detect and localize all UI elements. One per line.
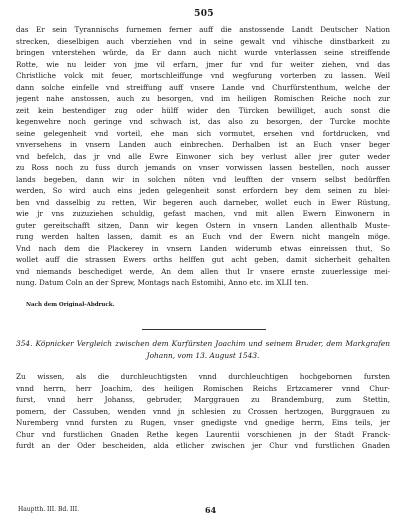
page-number: 505 bbox=[194, 9, 214, 19]
section-divider bbox=[142, 329, 266, 330]
footer-volume-label: Hauptth. III. Bd. III. bbox=[18, 506, 80, 513]
text-line: wollet auff die strassen Ewers orths helffen gut acht geben, damit sicherheit gehalten bbox=[16, 255, 390, 264]
text-line: pomern, der Cassuben, wenden vnnd jn schlesien zu Crossen hertzogen, Burggrauen zu bbox=[16, 406, 390, 416]
text-line: nung. Datum Coln an der Sprew, Montags nach Estomihi, Anno etc. im XLII ten. bbox=[16, 278, 309, 287]
text-line: guter gereitschafft sitzen, Dann wir kegen Ostern in vnsern Landen allenthalb Muste- bbox=[16, 220, 390, 230]
heading-line: 354. Köpnicker Vergleich zwischen dem Kurfürsten Joachim und seinem Bruder, dem Markgrafen bbox=[16, 339, 390, 348]
footer-signature-number: 64 bbox=[205, 505, 217, 515]
text-line: strecken, dieselbigen auch vberziehen vnd in seine gewalt vnd vihische dinstbarkeit zu bbox=[16, 36, 390, 46]
text-line: lands begeben, dann wir in solchen nöten vnd leufften der vnsern selbst bedürffen bbox=[16, 174, 390, 184]
text-line: Vnd nach dem die Plackerey in vnsern Landen widerumb etwas einreissen thut, So bbox=[16, 243, 390, 253]
text-line: furdt an der Oder bescheiden, alda etlicher zwischen jer Chur vnd furstlichen Gnaden bbox=[16, 441, 390, 450]
text-line: Christliche volck mit feuer, mortschleiffunge vnd wegfurung vorterben zu lassen. Weil bbox=[16, 71, 390, 80]
text-line: vnd befelch, das jr vnd alle Ewre Einwoner sich bey verlust aller jrer guter weder bbox=[16, 151, 390, 161]
text-line: vnversehens in vnsern Landen auch einbrechen. Derhalben ist an Euch vnser beger bbox=[16, 140, 390, 149]
text-line: Rotte, wie nu leider von jme vil erfarn, jmer fur vnd fur weiter ziehen, vnd das bbox=[16, 59, 390, 69]
document-heading bbox=[16, 338, 390, 362]
text-line: Chur vnd furstlichen Gnaden Rethe kegen Laurentii vorschienen jn der Stadt Franck- bbox=[16, 429, 390, 439]
text-line: wie jr vns zuzuziehen schuldig, gefast machen, vnd mit allen Ewern Einwonern in bbox=[16, 209, 390, 218]
text-line: vnnd herrn, herr Joachim, des heiligen Romischen Reichs Ertzcamerer vnnd Chur- bbox=[16, 383, 390, 393]
text-line: vnd niemands beschediget werde, An dem allen thut Ir vnsere ernste zuuerlessige mei- bbox=[16, 266, 390, 276]
source-note: Nach dem Original-Abdruck. bbox=[26, 302, 115, 308]
text-line: furst, vnnd herr Johanss, gebruder, Marggrauen zu Brandemburg, zum Stettin, bbox=[16, 395, 390, 404]
text-line: bringen vnterstehen würde, da Er dann auch nicht wurde vnterlassen seine streiffende bbox=[16, 48, 390, 57]
heading-line: Johann, vom 13. August 1543. bbox=[146, 351, 260, 360]
text-line: zeit kein bestendiger zug oder hülff wider den Türcken bewilliget, auch sonst die bbox=[16, 105, 390, 115]
main-text-block bbox=[16, 24, 390, 289]
text-line: kegenwehre noch geringe vnd schwach ist, das also zu besorgen, der Turcke mochte bbox=[16, 117, 390, 126]
text-line: rung werden halten lassen, damit es an Euch vnd der Ewern nicht mangeln möge. bbox=[16, 232, 390, 241]
text-line: jegent nahe anstossen, auch zu besorgen, vnd im heiligen Romischen Reiche noch zur bbox=[16, 94, 390, 103]
text-line: seine gelegenheit vnd vorteil, ehe man sich vormutet, ersehen vnd fortdrucken, vnd bbox=[16, 128, 390, 138]
text-line: dann solche einfelle vnd streiffung auff vnsere Lande vnd Churfürstenthum, welche der bbox=[16, 82, 390, 92]
text-line: werden, So wird auch eins jeden gelegenheit sonst erfordern bey dem seinen zu blei- bbox=[16, 186, 390, 195]
text-line: Nuremberg vnnd fursten zu Rugen, vnser gnedigste vnd gnedige herrn, Eins teils, jer bbox=[16, 418, 390, 427]
text-line: ben vnd dasselbig zu retten, Wir begeren auch darneber, wollet euch in Ewer Rüstung, bbox=[16, 197, 390, 207]
text-line: zu Ross noch zu fuss durch jemands on vnser vorwissen lassen bestellen, noch ausser bbox=[16, 163, 390, 172]
text-line: das Er sein Tyrannischs furnemen ferner auff die anstossende Landt Deutscher Nation bbox=[16, 25, 390, 34]
document-text-block bbox=[16, 371, 390, 452]
text-line: Zu wissen, als die durchleuchtigsten vnnd durchleuchtigen hochgebornen fursten bbox=[16, 372, 390, 381]
